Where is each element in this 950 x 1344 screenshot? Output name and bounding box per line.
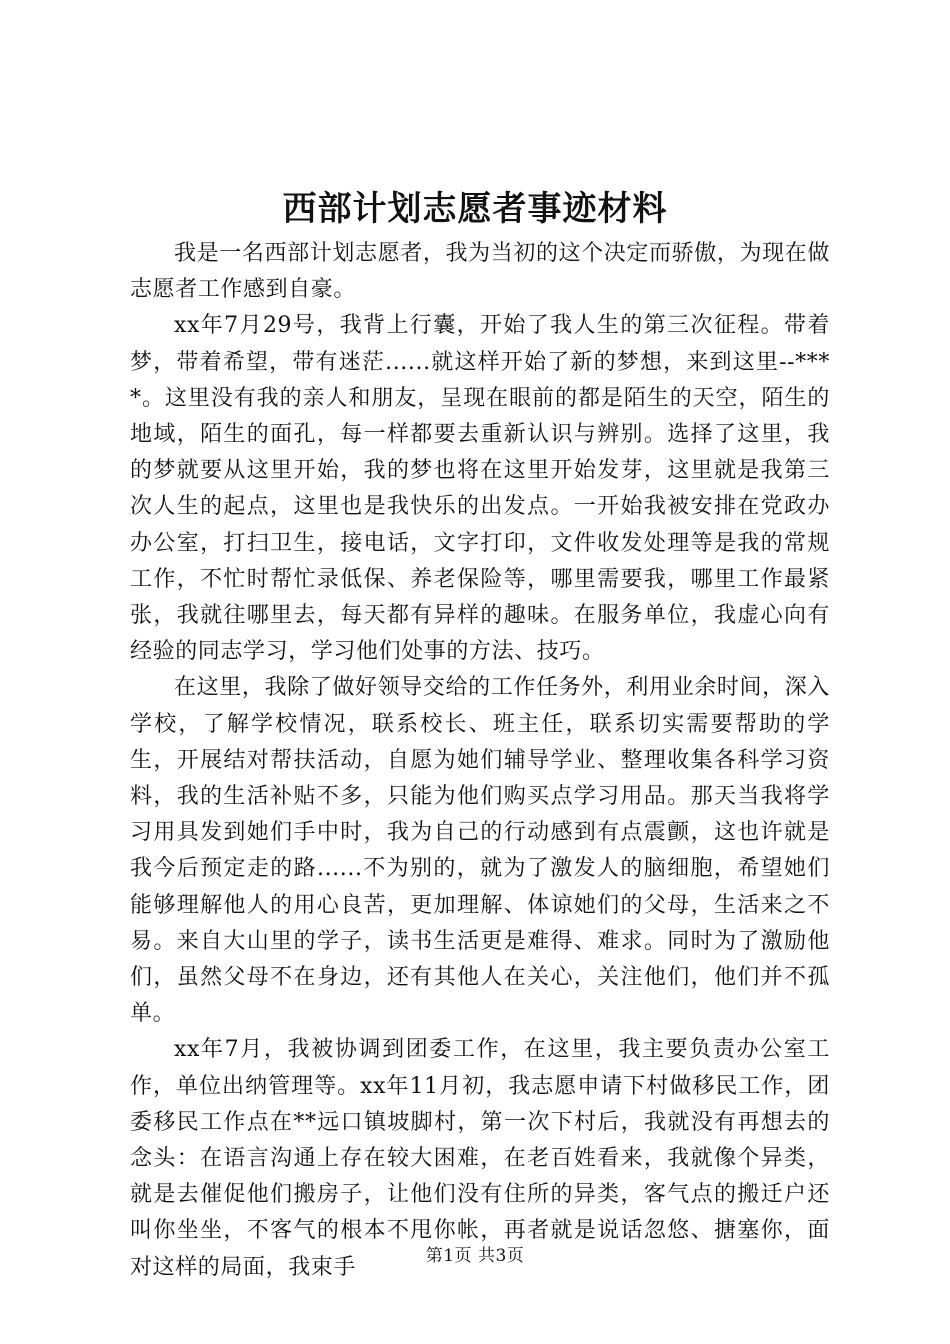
page-number-footer: 第1页 共3页: [425, 1246, 525, 1266]
paragraph-1: 我是一名西部计划志愿者，我为当初的这个决定而骄傲，为现在做志愿者工作感到自豪。: [130, 241, 830, 303]
paragraph-4: xx年7月，我被协调到团委工作，在这里，我主要负责办公室工作，单位出纳管理等。xx年11月初，我志愿申请下村做移民工作，团委移民工作点在**远口镇坡脚村，第一次下村后，我就没有再想去的念头：在语言沟通上存在较大困难，在老百姓看来，我就像个异类，就是去催促他们搬房子，让他们没有住所的异类，客气点的搬迁户还叫你坐坐，不客气的根本不甩你帐，再者就是说话忽悠、搪塞你，面对这样的局面，我束手: [130, 1037, 830, 1280]
paragraph-3: 在这里，我除了做好领导交给的工作任务外，利用业余时间，深入学校，了解学校情况，联系校长、班主任，联系切实需要帮助的学生，开展结对帮扶活动，自愿为她们辅导学业、整理收集各科学习资料，我的生活补贴不多，只能为他们购买点学习用品。那天当我将学习用具发到她们手中时，我为自己的行动感到有点震颤，这也许就是我今后预定走的路......不为别的，就为了激发人的脑细胞，希望她们能够理解他人的用心良苦，更加理解、体谅她们的父母，生活来之不易。来自大山里的学子，读书生活更是难得、难求。同时为了激励他们，虽然父母不在身边，还有其他人在关心，关注他们，他们并不孤单。: [130, 675, 830, 1027]
document-title: 西部计划志愿者事迹材料: [282, 189, 668, 229]
paragraph-2: xx年7月29号，我背上行囊，开始了我人生的第三次征程。带着梦，带着希望，带有迷茫......就这样开始了新的梦想，来到这里--****。这里没有我的亲人和朋友，呈现在眼前的都是陌生的天空，陌生的地域，陌生的面孔，每一样都要去重新认识与辨别。选择了这里，我的梦就要从这里开始，我的梦也将在这里开始发芽，这里就是我第三次人生的起点，这里也是我快乐的出发点。一开始我被安排在党政办办公室，打扫卫生，接电话，文字打印，文件收发处理等是我的常规工作，不忙时帮忙录低保、养老保险等，哪里需要我，哪里工作最紧张，我就往哪里去，每天都有异样的趣味。在服务单位，我虚心向有经验的同志学习，学习他们处事的方法、技巧。: [130, 313, 830, 665]
document-body: [130, 236, 830, 1286]
